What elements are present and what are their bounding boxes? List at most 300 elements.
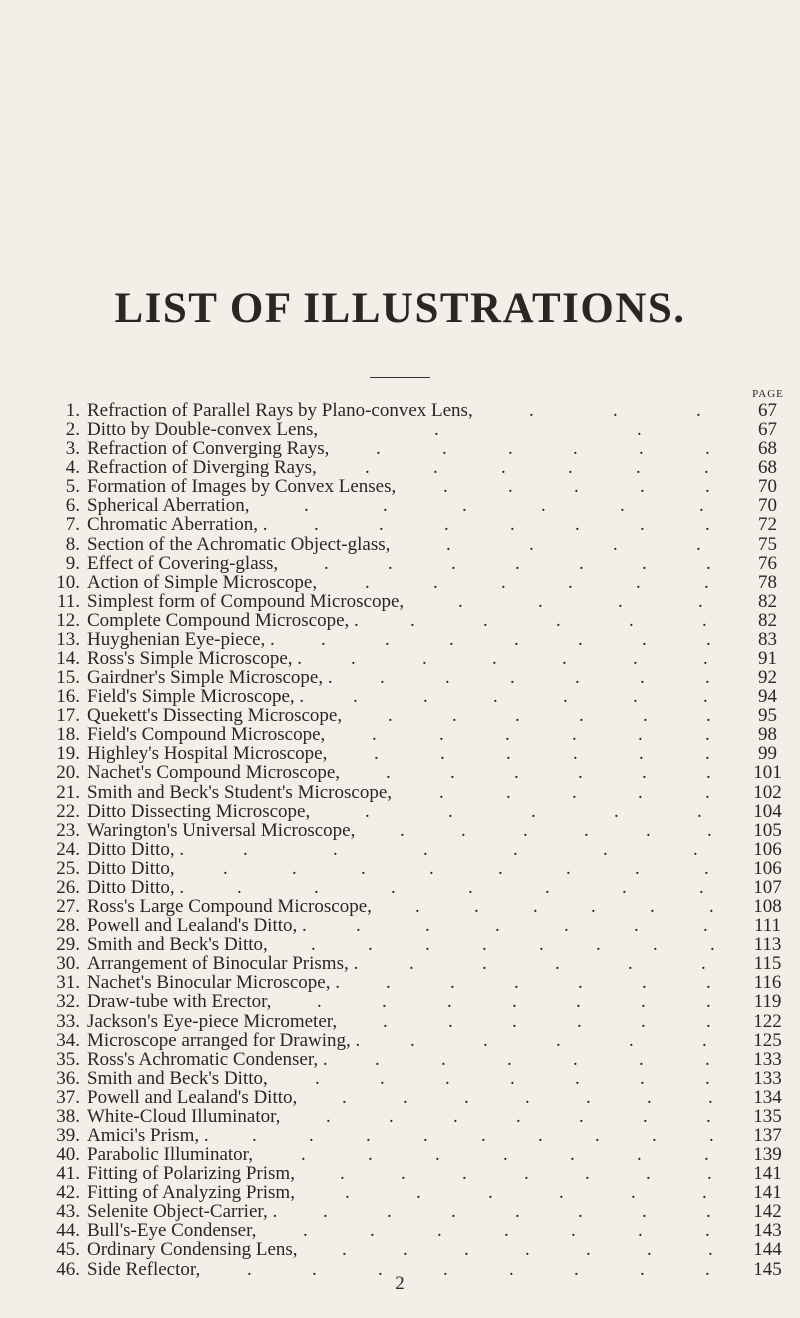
leader-dot: . — [433, 571, 438, 593]
leader-dot: . — [563, 686, 568, 708]
leader-dot: . — [223, 857, 228, 879]
leader-dot: . — [504, 1220, 509, 1242]
leader-dot: . — [292, 857, 297, 879]
entry-number: 39. — [56, 1124, 80, 1146]
leader-dot: . — [448, 1010, 453, 1032]
leader-dot: . — [513, 838, 518, 860]
entry-title: Smith and Beck's Ditto, — [87, 934, 268, 956]
leader-dot: . — [705, 743, 710, 765]
entry-title: Nachet's Binocular Microscope, . — [87, 972, 340, 994]
leader-dot: . — [503, 1144, 508, 1166]
leader-dot: . — [425, 934, 430, 956]
entry-page-number: 137 — [753, 1124, 782, 1146]
leader-dot: . — [634, 915, 639, 937]
leader-dot: . — [403, 1239, 408, 1261]
dot-leader — [0, 954, 740, 973]
entry-number: 46. — [56, 1258, 80, 1280]
entry-number: 1. — [65, 400, 80, 421]
leader-dot: . — [309, 1124, 314, 1146]
leader-dot: . — [706, 762, 711, 784]
list-item — [0, 992, 800, 1011]
leader-dot: . — [403, 1086, 408, 1108]
leader-dot: . — [356, 915, 361, 937]
leader-dot: . — [451, 552, 456, 574]
leader-dot: . — [641, 991, 646, 1013]
leader-dot: . — [642, 972, 647, 994]
entry-number: 12. — [56, 609, 80, 631]
leader-dot: . — [525, 1086, 530, 1108]
leader-dot: . — [564, 915, 569, 937]
entry-page-number: 139 — [753, 1144, 782, 1166]
leader-dot: . — [452, 705, 457, 727]
leader-dot: . — [462, 495, 467, 517]
leader-dot: . — [508, 476, 513, 498]
leader-dot: . — [441, 1048, 446, 1070]
leader-dot: . — [368, 1144, 373, 1166]
leader-dot: . — [636, 571, 641, 593]
leader-dot: . — [351, 648, 356, 670]
entry-page-number: 144 — [753, 1239, 782, 1261]
list-item — [0, 1202, 800, 1221]
leader-dot: . — [415, 896, 420, 918]
leader-dot: . — [704, 857, 709, 879]
leader-dot: . — [572, 781, 577, 803]
leader-dot: . — [638, 724, 643, 746]
entry-number: 10. — [56, 571, 80, 593]
dot-leader — [0, 840, 740, 859]
leader-dot: . — [515, 705, 520, 727]
list-item — [0, 630, 800, 649]
entry-page-number: 102 — [753, 781, 782, 803]
leader-dot: . — [324, 552, 329, 574]
leader-dot: . — [314, 514, 319, 536]
list-item — [0, 783, 800, 802]
dot-leader — [0, 515, 740, 534]
list-item — [0, 763, 800, 782]
leader-dot: . — [570, 1144, 575, 1166]
leader-dot: . — [462, 1163, 467, 1185]
list-item — [0, 496, 800, 515]
leader-dot: . — [501, 457, 506, 479]
leader-dot: . — [705, 667, 710, 689]
list-item — [0, 439, 800, 458]
entry-title: Smith and Beck's Ditto, — [87, 1067, 268, 1089]
leader-dot: . — [383, 1010, 388, 1032]
leader-dot: . — [387, 1201, 392, 1223]
leader-dot: . — [707, 819, 712, 841]
entry-number: 14. — [56, 648, 80, 670]
leader-dot: . — [620, 495, 625, 517]
list-item — [0, 744, 800, 763]
dot-leader — [0, 1126, 740, 1145]
entry-number: 6. — [65, 495, 80, 517]
list-item — [0, 916, 800, 935]
leader-dot: . — [642, 762, 647, 784]
entry-title: Chromatic Aberration, . — [87, 514, 268, 536]
list-item — [0, 725, 800, 744]
leader-dot: . — [706, 628, 711, 650]
leader-dot: . — [423, 686, 428, 708]
entry-number: 44. — [56, 1220, 80, 1242]
leader-dot: . — [704, 571, 709, 593]
leader-dot: . — [529, 400, 534, 421]
entry-page-number: 143 — [753, 1220, 782, 1242]
list-item — [0, 420, 800, 439]
leader-dot: . — [510, 667, 515, 689]
leader-dot: . — [574, 476, 579, 498]
dot-leader — [0, 1031, 740, 1050]
entry-page-number: 115 — [753, 953, 782, 975]
dot-leader — [0, 783, 740, 802]
entry-page-number: 107 — [753, 876, 782, 898]
leader-dot: . — [579, 552, 584, 574]
leader-dot: . — [423, 1124, 428, 1146]
leader-dot: . — [533, 896, 538, 918]
leader-dot: . — [493, 686, 498, 708]
leader-dot: . — [646, 1163, 651, 1185]
folio-number: 2 — [395, 1273, 405, 1294]
leader-dot: . — [633, 686, 638, 708]
leader-dot: . — [539, 934, 544, 956]
leader-dot: . — [400, 819, 405, 841]
leader-dot: . — [693, 838, 698, 860]
leader-dot: . — [622, 876, 627, 898]
entry-number: 25. — [56, 857, 80, 879]
entry-page-number: 83 — [758, 628, 777, 650]
list-item — [0, 1031, 800, 1050]
leader-dot: . — [450, 762, 455, 784]
entry-number: 21. — [56, 781, 80, 803]
leader-dot: . — [642, 552, 647, 574]
entry-page-number: 133 — [753, 1048, 782, 1070]
list-item — [0, 668, 800, 687]
leader-dot: . — [433, 457, 438, 479]
leader-dot: . — [510, 514, 515, 536]
leader-dot: . — [577, 1010, 582, 1032]
leader-dot: . — [507, 1048, 512, 1070]
leader-dot: . — [382, 991, 387, 1013]
leader-dot: . — [514, 972, 519, 994]
leader-dot: . — [538, 1124, 543, 1146]
leader-dot: . — [437, 1220, 442, 1242]
entry-number: 45. — [56, 1239, 80, 1261]
leader-dot: . — [642, 628, 647, 650]
list-item — [0, 1221, 800, 1240]
leader-dot: . — [595, 1124, 600, 1146]
leader-dot: . — [643, 705, 648, 727]
leader-dot: . — [705, 514, 710, 536]
leader-dot: . — [579, 1105, 584, 1127]
entry-number: 24. — [56, 838, 80, 860]
list-item — [0, 554, 800, 573]
dot-leader — [0, 1183, 740, 1202]
entry-number: 19. — [56, 743, 80, 765]
leader-dot: . — [445, 1067, 450, 1089]
entry-number: 38. — [56, 1105, 80, 1127]
entry-page-number: 101 — [753, 762, 782, 784]
leader-dot: . — [482, 934, 487, 956]
dot-leader — [0, 420, 740, 439]
list-item — [0, 878, 800, 897]
entry-number: 22. — [56, 800, 80, 822]
leader-dot: . — [650, 896, 655, 918]
leader-dot: . — [315, 1067, 320, 1089]
page-title: LIST OF ILLUSTRATIONS. — [114, 285, 686, 332]
entry-number: 30. — [56, 953, 80, 975]
leader-dot: . — [572, 724, 577, 746]
leader-dot: . — [483, 1029, 488, 1051]
entry-page-number: 116 — [753, 972, 782, 994]
leader-dot: . — [706, 552, 711, 574]
dot-leader — [0, 611, 740, 630]
dot-leader — [0, 744, 740, 763]
entry-number: 35. — [56, 1048, 80, 1070]
dot-leader — [0, 439, 740, 458]
leader-dot: . — [702, 1182, 707, 1204]
leader-dot: . — [638, 781, 643, 803]
leader-dot: . — [575, 1067, 580, 1089]
dot-leader — [0, 973, 740, 992]
leader-dot: . — [706, 991, 711, 1013]
dot-leader — [0, 573, 740, 592]
leader-dot: . — [633, 648, 638, 670]
dot-leader — [0, 1088, 740, 1107]
leader-dot: . — [629, 609, 634, 631]
entry-title: Section of the Achromatic Object-glass, — [87, 533, 391, 555]
leader-dot: . — [317, 991, 322, 1013]
leader-dot: . — [376, 438, 381, 460]
leader-dot: . — [370, 1220, 375, 1242]
list-item — [0, 802, 800, 821]
leader-dot: . — [636, 457, 641, 479]
leader-dot: . — [574, 1258, 579, 1280]
leader-dot: . — [647, 1239, 652, 1261]
leader-dot: . — [333, 838, 338, 860]
dot-leader — [0, 1164, 740, 1183]
leader-dot: . — [584, 819, 589, 841]
leader-dot: . — [366, 1124, 371, 1146]
leader-dot: . — [642, 1201, 647, 1223]
leader-dot: . — [647, 1086, 652, 1108]
leader-dot: . — [450, 972, 455, 994]
dot-leader — [0, 763, 740, 782]
leader-dot: . — [631, 1182, 636, 1204]
leader-dot: . — [576, 991, 581, 1013]
leader-dot: . — [523, 819, 528, 841]
leader-dot: . — [703, 915, 708, 937]
leader-dot: . — [573, 438, 578, 460]
leader-dot: . — [247, 1258, 252, 1280]
entry-number: 26. — [56, 876, 80, 898]
leader-dot: . — [699, 495, 704, 517]
leader-dot: . — [464, 1239, 469, 1261]
leader-dot: . — [566, 857, 571, 879]
leader-dot: . — [637, 1144, 642, 1166]
entry-title: Ditto Ditto, — [87, 857, 175, 879]
entry-page-number: 82 — [758, 590, 777, 612]
entry-title: Highley's Hospital Microscope, — [87, 743, 328, 765]
leader-dot: . — [541, 495, 546, 517]
list-item — [0, 592, 800, 611]
leader-dot: . — [488, 1182, 493, 1204]
entry-number: 20. — [56, 762, 80, 784]
list-item — [0, 1107, 800, 1126]
leader-dot: . — [304, 495, 309, 517]
leader-dot: . — [708, 1086, 713, 1108]
entry-title: Arrangement of Binocular Prisms, . — [87, 953, 359, 975]
leader-dot: . — [453, 1105, 458, 1127]
entry-number: 42. — [56, 1182, 80, 1204]
leader-dot: . — [568, 571, 573, 593]
dot-leader — [0, 1202, 740, 1221]
dot-leader — [0, 1012, 740, 1031]
entry-title: Effect of Covering-glass, — [87, 552, 279, 574]
leader-dot: . — [640, 1067, 645, 1089]
entry-number: 17. — [56, 705, 80, 727]
leader-dot: . — [515, 1201, 520, 1223]
leader-dot: . — [474, 896, 479, 918]
title-rule — [370, 377, 430, 378]
leader-dot: . — [575, 514, 580, 536]
leader-dot: . — [365, 457, 370, 479]
leader-dot: . — [573, 1048, 578, 1070]
leader-dot: . — [374, 743, 379, 765]
entry-page-number: 106 — [753, 857, 782, 879]
entry-title: Gairdner's Simple Microscope, . — [87, 667, 333, 689]
leader-dot: . — [538, 590, 543, 612]
leader-dot: . — [705, 476, 710, 498]
entry-page-number: 119 — [753, 991, 782, 1013]
dot-leader — [0, 535, 740, 554]
entry-number: 16. — [56, 686, 80, 708]
entry-title: Draw-tube with Erector, — [87, 991, 272, 1013]
leader-dot: . — [440, 743, 445, 765]
leader-dot: . — [708, 1239, 713, 1261]
leader-dot: . — [705, 1220, 710, 1242]
entry-page-number: 133 — [753, 1067, 782, 1089]
leader-dot: . — [237, 876, 242, 898]
list-item — [0, 706, 800, 725]
leader-dot: . — [326, 1105, 331, 1127]
leader-dot: . — [709, 1124, 714, 1146]
list-item — [0, 954, 800, 973]
list-item — [0, 535, 800, 554]
list-item — [0, 515, 800, 534]
leader-dot: . — [506, 781, 511, 803]
list-item — [0, 935, 800, 954]
dot-leader — [0, 668, 740, 687]
leader-dot: . — [481, 1124, 486, 1146]
leader-dot: . — [365, 571, 370, 593]
leader-dot: . — [531, 800, 536, 822]
entry-page-number: 98 — [758, 724, 777, 746]
leader-dot: . — [443, 476, 448, 498]
dot-leader — [0, 992, 740, 1011]
leader-dot: . — [639, 1048, 644, 1070]
dot-leader — [0, 1069, 740, 1088]
entry-number: 29. — [56, 934, 80, 956]
leader-dot: . — [451, 1201, 456, 1223]
leader-dot: . — [705, 438, 710, 460]
leader-dot: . — [639, 438, 644, 460]
entry-page-number: 92 — [758, 667, 777, 689]
entry-page-number: 72 — [758, 514, 777, 536]
entry-page-number: 135 — [753, 1105, 782, 1127]
leader-dot: . — [303, 1220, 308, 1242]
entry-number: 11. — [56, 590, 80, 612]
dot-leader — [0, 802, 740, 821]
leader-dot: . — [391, 876, 396, 898]
dot-leader — [0, 1145, 740, 1164]
leader-dot: . — [509, 1258, 514, 1280]
leader-dot: . — [591, 896, 596, 918]
leader-dot: . — [439, 724, 444, 746]
leader-dot: . — [562, 648, 567, 670]
leader-dot: . — [705, 781, 710, 803]
leader-dot: . — [389, 1105, 394, 1127]
leader-dot: . — [449, 628, 454, 650]
leader-dot: . — [529, 533, 534, 555]
list-item — [0, 859, 800, 878]
dot-leader — [0, 1240, 740, 1259]
entry-number: 13. — [56, 628, 80, 650]
entry-title: Selenite Object-Carrier, . — [87, 1201, 278, 1223]
entry-title: Ordinary Condensing Lens, — [87, 1239, 298, 1261]
leader-dot: . — [464, 1086, 469, 1108]
leader-dot: . — [444, 514, 449, 536]
leader-dot: . — [652, 1124, 657, 1146]
leader-dot: . — [614, 800, 619, 822]
leader-dot: . — [365, 800, 370, 822]
dot-leader — [0, 554, 740, 573]
leader-dot: . — [568, 457, 573, 479]
dot-leader — [0, 916, 740, 935]
list-item — [0, 1145, 800, 1164]
leader-dot: . — [515, 552, 520, 574]
leader-dot: . — [628, 953, 633, 975]
entry-number: 33. — [56, 1010, 80, 1032]
leader-dot: . — [556, 609, 561, 631]
dot-leader — [0, 1221, 740, 1240]
leader-dot: . — [512, 1010, 517, 1032]
leader-dot: . — [613, 533, 618, 555]
entry-number: 37. — [56, 1086, 80, 1108]
leader-dot: . — [301, 1144, 306, 1166]
leader-dot: . — [709, 896, 714, 918]
leader-dot: . — [410, 609, 415, 631]
list-item — [0, 649, 800, 668]
leader-dot: . — [704, 1144, 709, 1166]
dot-leader — [0, 935, 740, 954]
entry-number: 8. — [65, 533, 80, 555]
leader-dot: . — [706, 1105, 711, 1127]
leader-dot: . — [385, 628, 390, 650]
list-item — [0, 401, 800, 420]
leader-dot: . — [696, 400, 701, 421]
list-item — [0, 611, 800, 630]
leader-dot: . — [705, 1067, 710, 1089]
leader-dot: . — [447, 991, 452, 1013]
entry-title: Ross's Achromatic Condenser, . — [87, 1048, 328, 1070]
list-item — [0, 1126, 800, 1145]
dot-leader — [0, 401, 740, 420]
entry-page-number: 104 — [753, 800, 782, 822]
leader-dot: . — [312, 1258, 317, 1280]
entry-page-number: 125 — [753, 1029, 782, 1051]
leader-dot: . — [638, 1220, 643, 1242]
entry-title: Ross's Simple Microscope, . — [87, 648, 303, 670]
list-item — [0, 687, 800, 706]
